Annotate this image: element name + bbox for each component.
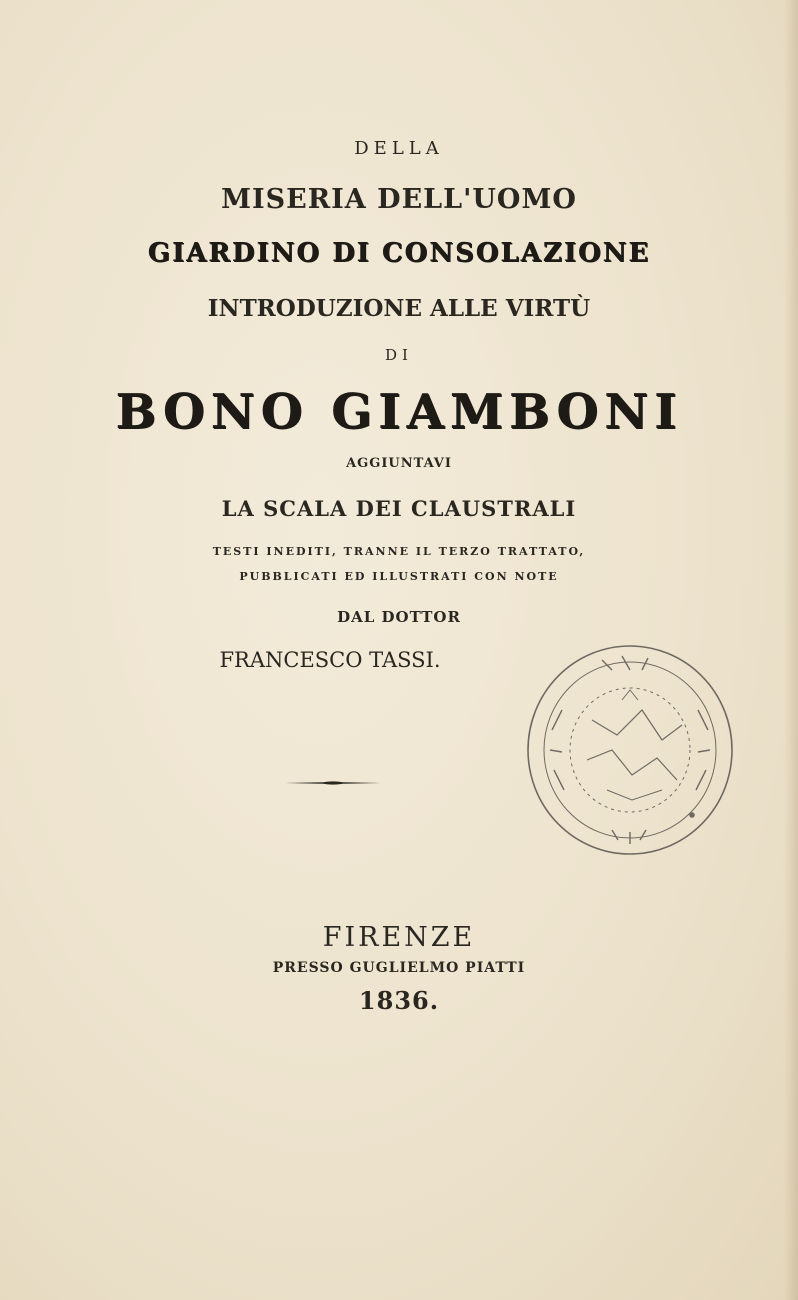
miseria-title: MISERIA DELL'UOMO bbox=[221, 184, 577, 215]
testi-line-2: PUBBLICATI ED ILLUSTRATI CON NOTE bbox=[239, 570, 559, 583]
city-name: FIRENZE bbox=[322, 922, 476, 953]
della-heading: DELLA bbox=[354, 138, 444, 159]
giardino-title: GIARDINO DI CONSOLAZIONE bbox=[147, 238, 651, 268]
dal-dottor-label: DAL DOTTOR bbox=[337, 608, 461, 626]
editor-name: FRANCESCO TASSI. bbox=[219, 648, 441, 672]
page-edge-shadow bbox=[784, 0, 798, 1300]
introduzione-title: INTRODUZIONE ALLE VIRTÙ bbox=[207, 295, 591, 322]
author-name: BONO GIAMBONI bbox=[115, 384, 683, 440]
aggiuntavi-label: AGGIUNTAVI bbox=[346, 456, 452, 471]
publisher-line: PRESSO GUGLIELMO PIATTI bbox=[272, 960, 526, 976]
library-stamp-icon bbox=[522, 640, 738, 858]
ornamental-rule bbox=[285, 780, 381, 786]
testi-line-1: TESTI INEDITI, TRANNE IL TERZO TRATTATO, bbox=[212, 545, 586, 558]
publication-year: 1836. bbox=[358, 986, 440, 1015]
di-connector: DI bbox=[385, 346, 413, 364]
scala-title: LA SCALA DEI CLAUSTRALI bbox=[221, 496, 577, 521]
